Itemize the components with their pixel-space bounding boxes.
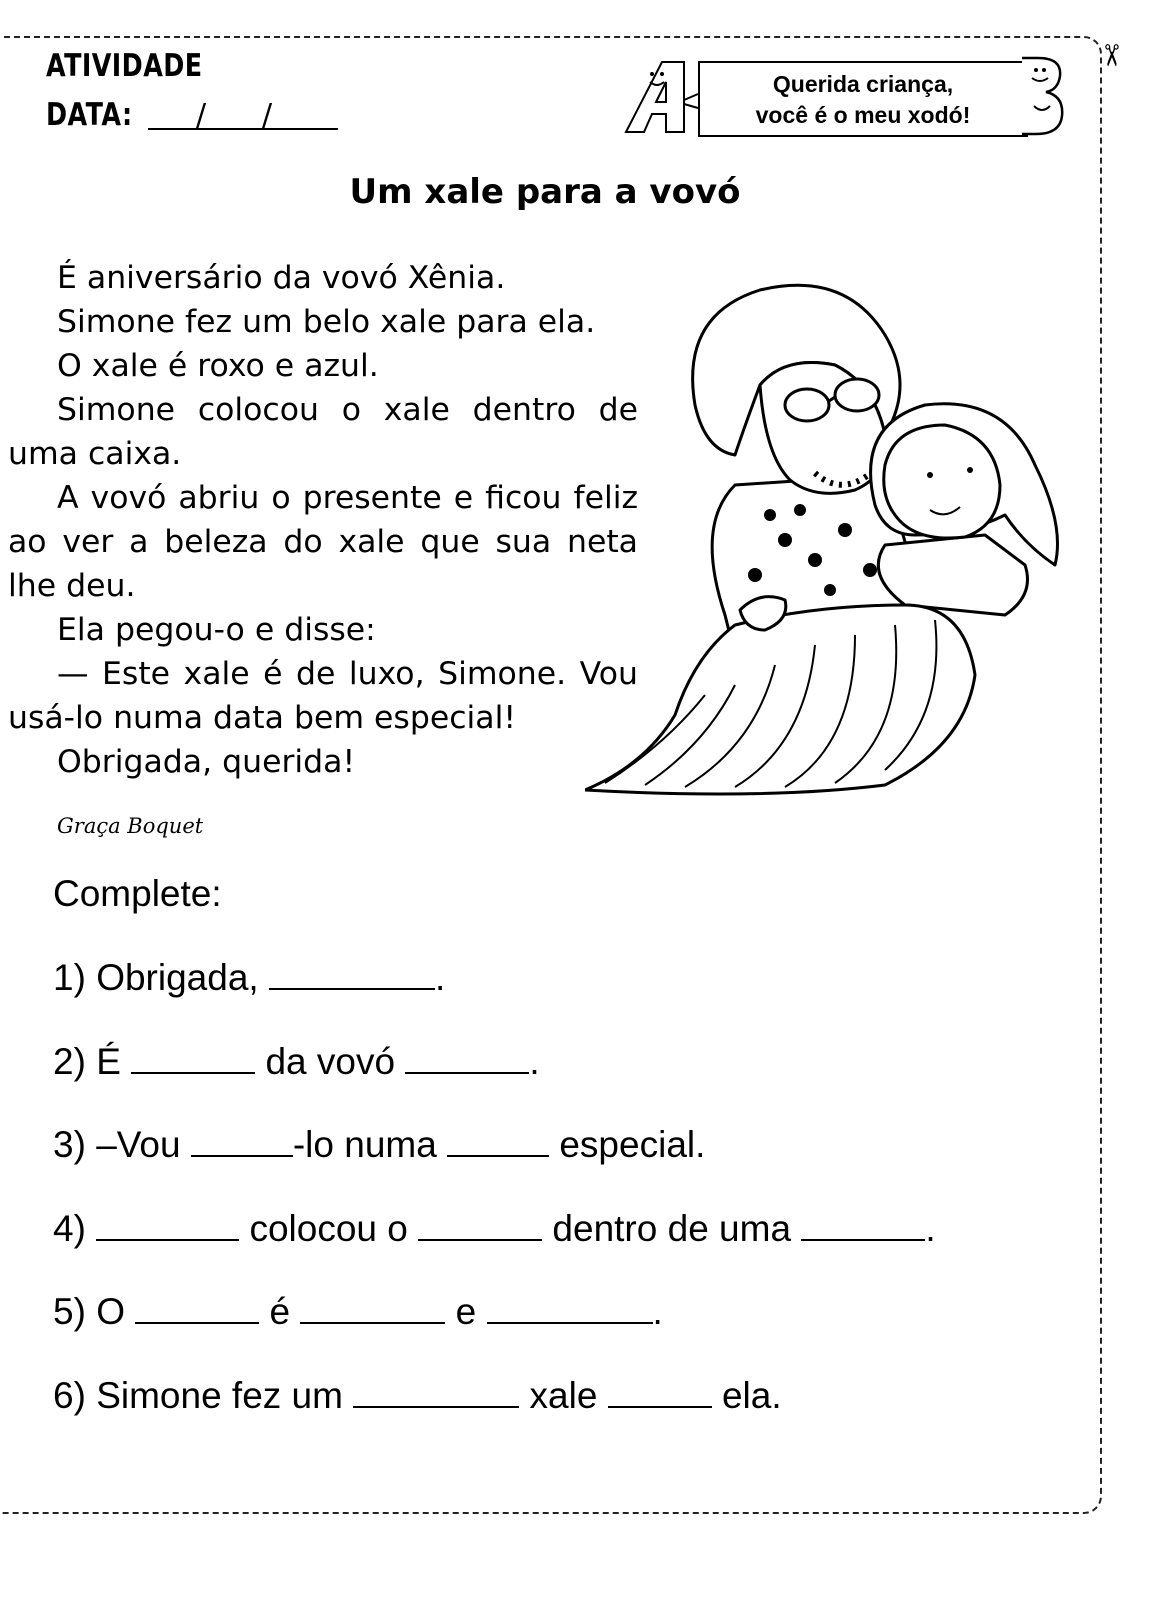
greeting-badge <box>698 61 1028 137</box>
grandma-and-girl-illustration <box>585 275 1075 800</box>
question-2 <box>53 1041 540 1083</box>
question-1 <box>53 957 445 999</box>
question-3 <box>53 1124 705 1166</box>
question-number: 4) <box>53 1208 86 1249</box>
answer-blank[interactable] <box>447 1125 549 1157</box>
story-paragraph: O xale é roxo e azul. <box>57 348 379 384</box>
question-text: dentro de uma <box>552 1208 792 1249</box>
question-text: O <box>96 1291 125 1332</box>
story-paragraph: Obrigada, querida! <box>57 744 356 780</box>
question-number: 3) <box>53 1124 86 1165</box>
date-slash: / <box>262 98 273 133</box>
date-slash: / <box>196 98 207 133</box>
story-paragraph: A vovó abriu o presente e ficou feliz ao ver a beleza do xale que sua neta lhe deu. <box>8 480 638 604</box>
story-title: Um xale para a vovó <box>349 172 741 212</box>
question-number: 1) <box>53 957 86 998</box>
story-paragraph: Ela pegou-o e disse: <box>57 612 376 648</box>
answer-blank[interactable] <box>487 1292 653 1324</box>
question-text: colocou o <box>249 1208 408 1249</box>
letter-a-character-icon <box>622 60 702 136</box>
answer-blank[interactable] <box>418 1209 542 1241</box>
question-text: e <box>455 1291 477 1332</box>
date-field-line[interactable] <box>148 128 338 130</box>
answer-blank[interactable] <box>191 1125 293 1157</box>
question-4 <box>53 1208 936 1250</box>
story-paragraph: — Este xale é de luxo, Simone. Vou usá-lo numa data bem especial! <box>8 656 638 736</box>
question-text: –Vou <box>96 1124 181 1165</box>
answer-blank[interactable] <box>269 958 435 990</box>
question-text: . <box>529 1041 540 1082</box>
question-text: ela. <box>721 1375 782 1416</box>
badge-line-2: você é o meu xodó! <box>755 102 971 128</box>
story-paragraph: É aniversário da vovó Xênia. <box>57 260 506 296</box>
answer-blank[interactable] <box>608 1376 712 1408</box>
question-number: 6) <box>53 1375 86 1416</box>
answer-blank[interactable] <box>801 1209 925 1241</box>
question-text: xale <box>529 1375 598 1416</box>
date-label: DATA: <box>46 97 133 133</box>
answer-blank[interactable] <box>135 1292 259 1324</box>
question-text: da vovó <box>265 1041 396 1082</box>
question-text: Simone fez um <box>96 1375 343 1416</box>
answer-blank[interactable] <box>405 1042 529 1074</box>
question-5 <box>53 1291 663 1333</box>
question-text: Obrigada, <box>96 957 259 998</box>
badge-line-1: Querida criança, <box>772 71 954 97</box>
question-number: 5) <box>53 1291 86 1332</box>
scissors-icon: ✂ <box>1093 42 1129 69</box>
question-text: . <box>925 1208 936 1249</box>
story-paragraph: Simone colocou o xale dentro de uma caixa. <box>8 392 638 472</box>
question-text: . <box>652 1291 663 1332</box>
story-paragraph: Simone fez um belo xale para ela. <box>57 304 596 340</box>
answer-blank[interactable] <box>353 1376 519 1408</box>
question-text: -lo numa <box>292 1124 437 1165</box>
answer-blank[interactable] <box>131 1042 255 1074</box>
question-text: É <box>96 1041 121 1082</box>
answer-blank[interactable] <box>300 1292 445 1324</box>
question-text: é <box>269 1291 291 1332</box>
question-number: 2) <box>53 1041 86 1082</box>
story-text <box>8 256 638 784</box>
letter-b-character-icon <box>1020 54 1066 138</box>
story-author: Graça Boquet <box>57 814 204 838</box>
exercise-instruction: Complete: <box>53 873 222 914</box>
answer-blank[interactable] <box>96 1209 239 1241</box>
question-text: . <box>434 957 446 998</box>
question-6 <box>53 1375 782 1417</box>
question-text: especial. <box>559 1124 706 1165</box>
activity-label: ATIVIDADE <box>46 48 203 84</box>
